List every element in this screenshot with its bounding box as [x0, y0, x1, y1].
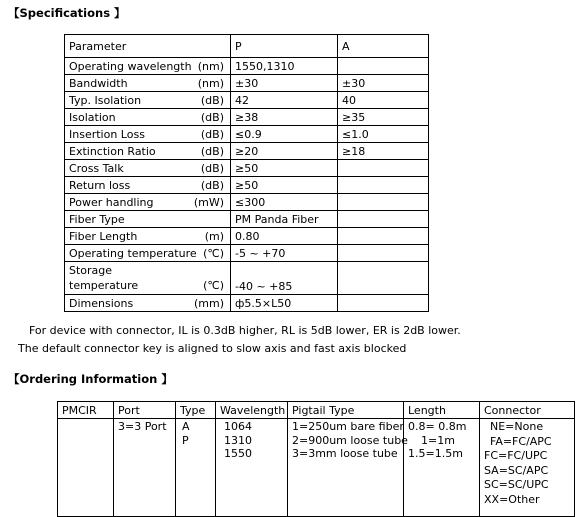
- ordering-table: [57, 401, 575, 517]
- spec-value-p: ≥50: [231, 160, 338, 177]
- spec-parameter-name: Typ. Isolation: [69, 93, 142, 107]
- spec-row: [65, 160, 429, 177]
- spec-parameter-name: Isolation: [69, 110, 116, 124]
- spec-header-parameter: Parameter: [65, 35, 231, 58]
- spec-value-p: -40 ~ +85: [231, 262, 338, 295]
- spec-parameter-cell: [65, 126, 231, 143]
- spec-parameter-unit: (dB): [200, 127, 224, 141]
- spec-value-p: -5 ~ +70: [231, 245, 338, 262]
- spec-parameter-unit: (dB): [200, 110, 224, 124]
- spec-parameter-name: Dimensions: [69, 296, 134, 310]
- spec-value-a: [338, 194, 429, 211]
- spec-value-p: 1550,1310: [231, 58, 338, 75]
- ordering-header-port: Port: [114, 402, 176, 419]
- ordering-port-option: 3=3 Port: [118, 420, 167, 433]
- spec-parameter-unit: (mm): [193, 296, 224, 310]
- ordering-length-option: 0.8= 0.8m: [408, 420, 467, 433]
- ordering-pmcir-cell: [58, 419, 114, 517]
- spec-row: [65, 126, 429, 143]
- spec-parameter-unit: (dB): [200, 144, 224, 158]
- spec-value-a: [338, 228, 429, 245]
- spec-parameter-unit: (dB): [200, 161, 224, 175]
- ordering-wavelength-option: 1310: [224, 433, 252, 447]
- spec-parameter-unit: (℃): [203, 279, 224, 292]
- spec-parameter-unit: (dB): [200, 178, 224, 192]
- ordering-length-cell: [404, 419, 480, 517]
- spec-parameter-unit: (nm): [197, 76, 224, 90]
- spec-parameter-name: Storage temperature: [69, 264, 139, 292]
- spec-parameter-unit: (nm): [197, 59, 224, 73]
- spec-value-p: ≥20: [231, 143, 338, 160]
- spec-value-p: ±30: [231, 75, 338, 92]
- spec-parameter-unit: (dB): [200, 93, 224, 107]
- spec-row: [65, 211, 429, 228]
- ordering-connector-option: SA=SC/APC: [484, 463, 549, 477]
- ordering-pigtail-option: 1=250um bare fiber: [292, 420, 404, 433]
- ordering-connector-option: NE=None: [490, 420, 544, 433]
- spec-parameter-cell: [65, 92, 231, 109]
- spec-parameter-cell: [65, 75, 231, 92]
- ordering-type-option: P: [182, 433, 189, 447]
- spec-value-a: [338, 58, 429, 75]
- spec-parameter-cell: [65, 143, 231, 160]
- spec-parameter-cell: [65, 194, 231, 211]
- spec-parameter-name: Fiber Type: [69, 212, 125, 226]
- spec-header-row: [65, 35, 429, 58]
- spec-row: [65, 92, 429, 109]
- ordering-connector-option: XX=Other: [484, 492, 540, 506]
- spec-value-p: ф5.5×L50: [231, 295, 338, 312]
- spec-parameter-cell: [65, 177, 231, 194]
- spec-value-a: [338, 160, 429, 177]
- specifications-table: [64, 34, 429, 312]
- spec-header-p: P: [231, 35, 338, 58]
- ordering-header-length: Length: [404, 402, 480, 419]
- spec-row: [65, 262, 429, 295]
- spec-value-p: ≤0.9: [231, 126, 338, 143]
- spec-parameter-unit: (mW): [193, 195, 224, 209]
- ordering-header-type: Type: [176, 402, 216, 419]
- spec-parameter-cell: [65, 228, 231, 245]
- spec-row: [65, 109, 429, 126]
- ordering-connector-option: FA=FC/APC: [490, 434, 552, 448]
- spec-value-a: ≥18: [338, 143, 429, 160]
- spec-parameter-name: Operating wavelength: [69, 59, 192, 73]
- spec-parameter-name: Insertion Loss: [69, 127, 145, 141]
- spec-row: [65, 295, 429, 312]
- spec-parameter-name: Cross Talk: [69, 161, 124, 175]
- note-connector-loss: For device with connector, IL is 0.3dB higher, RL is 5dB lower, ER is 2dB lower.: [29, 324, 461, 337]
- ordering-connector-cell: [480, 419, 575, 517]
- ordering-wavelength-option: 1550: [224, 447, 252, 460]
- spec-parameter-unit: (m): [204, 229, 224, 243]
- ordering-length-option: 1.5=1.5m: [408, 447, 463, 460]
- specifications-title: 【Specifications 】: [8, 6, 126, 20]
- ordering-pigtail-option: 2=900um loose tube: [292, 433, 408, 447]
- spec-row: [65, 75, 429, 92]
- spec-row: [65, 245, 429, 262]
- ordering-pigtail-cell: [288, 419, 408, 517]
- spec-parameter-name: Fiber Length: [69, 229, 138, 243]
- spec-parameter-cell: [65, 211, 231, 228]
- ordering-header-pmcir: PMCIR: [58, 402, 114, 419]
- ordering-title: 【Ordering Information 】: [8, 372, 173, 386]
- spec-parameter-cell: [65, 160, 231, 177]
- ordering-connector-option: SC=SC/UPC: [484, 478, 549, 491]
- spec-value-a: ≥35: [338, 109, 429, 126]
- spec-parameter-name: Power handling: [69, 195, 154, 209]
- spec-parameter-cell: [65, 58, 231, 75]
- spec-row: [65, 177, 429, 194]
- spec-parameter-cell: [65, 295, 231, 312]
- spec-parameter-unit: (℃): [203, 246, 224, 260]
- spec-value-p: PM Panda Fiber: [231, 211, 338, 228]
- spec-value-a: [338, 295, 429, 312]
- ordering-type-option: A: [182, 420, 190, 433]
- spec-parameter-name: Return loss: [69, 178, 131, 192]
- spec-value-p: ≤300: [231, 194, 338, 211]
- spec-parameter-cell: [65, 245, 231, 262]
- spec-row: [65, 143, 429, 160]
- spec-parameter-name: Operating temperature: [69, 246, 197, 260]
- spec-row: [65, 228, 429, 245]
- spec-parameter-name: Bandwidth: [69, 76, 128, 90]
- ordering-length-option: 1=1m: [421, 433, 455, 447]
- spec-header-a: A: [338, 35, 429, 58]
- ordering-header-wavelength: Wavelength: [216, 402, 288, 419]
- spec-value-p: ≥38: [231, 109, 338, 126]
- ordering-connector-option: FC=FC/UPC: [484, 449, 548, 462]
- spec-parameter-cell: [65, 109, 231, 126]
- spec-value-a: ≤1.0: [338, 126, 429, 143]
- ordering-port-cell: [114, 419, 176, 517]
- spec-value-a: [338, 245, 429, 262]
- spec-value-a: ±30: [338, 75, 429, 92]
- ordering-wavelength-option: 1064: [224, 420, 252, 433]
- ordering-pigtail-option: 3=3mm loose tube: [292, 447, 398, 460]
- ordering-header-row: [58, 402, 575, 419]
- spec-value-a: 40: [338, 92, 429, 109]
- ordering-header-connector: Connector: [480, 402, 575, 419]
- ordering-options-row: [58, 419, 575, 517]
- ordering-header-pigtail: Pigtail Type: [288, 402, 404, 419]
- spec-value-p: ≥50: [231, 177, 338, 194]
- ordering-type-cell: [176, 419, 216, 517]
- spec-row: [65, 194, 429, 211]
- ordering-wavelength-cell: [216, 419, 288, 517]
- spec-value-a: [338, 177, 429, 194]
- note-connector-key: The default connector key is aligned to slow axis and fast axis blocked: [18, 342, 407, 355]
- spec-parameter-cell: [65, 262, 231, 295]
- spec-value-p: 42: [231, 92, 338, 109]
- spec-value-a: [338, 211, 429, 228]
- spec-parameter-name: Extinction Ratio: [69, 144, 156, 158]
- spec-value-p: 0.80: [231, 228, 338, 245]
- spec-row: [65, 58, 429, 75]
- spec-value-a: [338, 262, 429, 295]
